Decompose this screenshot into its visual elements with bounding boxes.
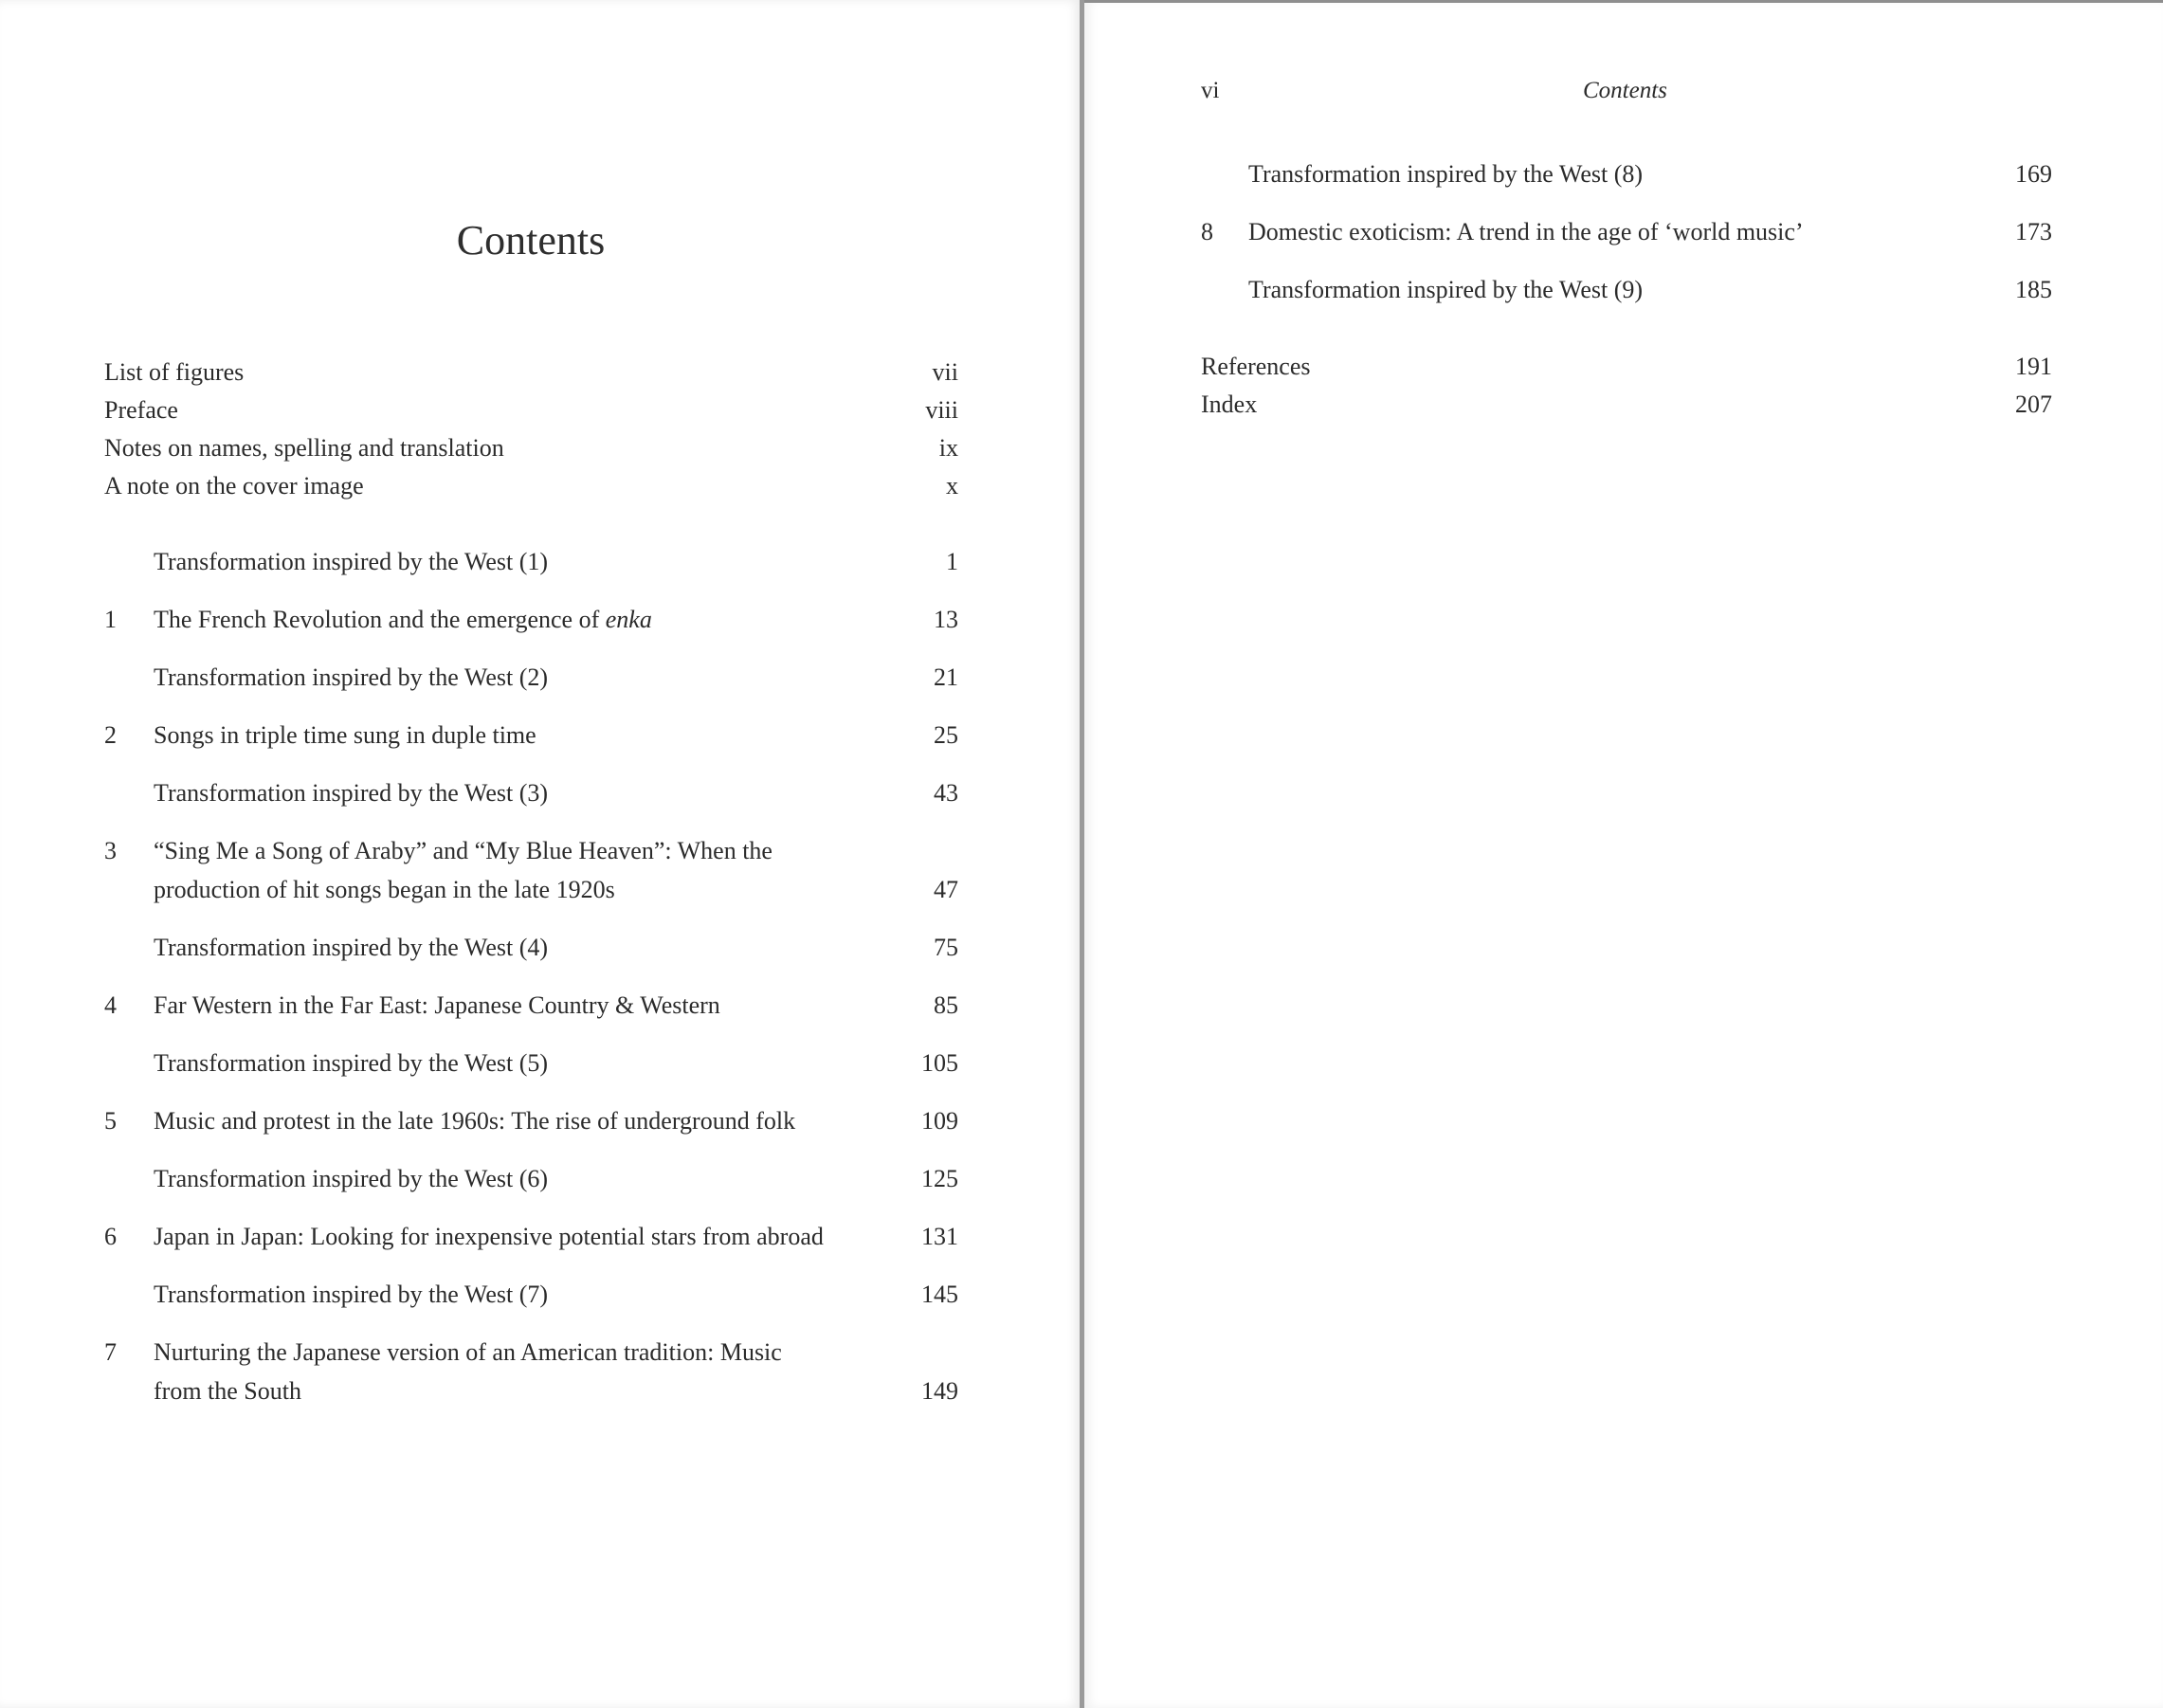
toc-entry-title: Domestic exoticism: A trend in the age of ‘world music’ — [1248, 218, 1804, 245]
toc-entry-page: 173 — [2015, 218, 2052, 245]
toc-entry-title-line-2: production of hit songs began in the late 1920s — [154, 876, 615, 903]
toc-entry-number: 2 — [104, 721, 117, 749]
toc-entry-number: 6 — [104, 1223, 117, 1250]
toc-entry-title: A note on the cover image — [104, 472, 364, 500]
toc-entry-page: 1 — [946, 548, 958, 575]
toc-entry-title: Transformation inspired by the West (9) — [1248, 276, 1644, 303]
toc-entry-title: Songs in triple time sung in duple time — [154, 721, 536, 749]
toc-entry-title-line-2: from the South — [154, 1377, 301, 1405]
toc-entry-number: 4 — [104, 991, 117, 1019]
toc-entry-page: 145 — [921, 1281, 958, 1308]
toc-entry-page: x — [946, 472, 958, 500]
running-head-title: Contents — [1583, 78, 1667, 103]
toc-entry-page: 109 — [921, 1107, 958, 1135]
toc-entry-page: 85 — [934, 991, 958, 1019]
toc-entry-chapter-7[interactable] — [104, 1333, 957, 1410]
toc-entry-page: 149 — [921, 1377, 958, 1405]
toc-entry-page: 207 — [2015, 391, 2052, 418]
toc-entry-title: References — [1201, 353, 1311, 380]
toc-entry-title-line-1: “Sing Me a Song of Araby” and “My Blue Heaven”: When the — [154, 837, 772, 864]
toc-entry-number: 1 — [104, 606, 117, 633]
running-head-page-number: vi — [1201, 78, 1220, 103]
toc-entry-title: Transformation inspired by the West (7) — [154, 1281, 549, 1308]
toc-entry-page: ix — [938, 434, 958, 462]
toc-entry-title-line-1: Nurturing the Japanese version of an American tradition: Music — [154, 1338, 782, 1366]
toc-entry-number: 5 — [104, 1107, 117, 1135]
toc-entry-number: 3 — [104, 837, 117, 864]
right-page — [1084, 0, 2163, 1708]
toc-entry-number: 7 — [104, 1338, 117, 1366]
toc-entry-page: 25 — [934, 721, 958, 749]
toc-entry-page: 13 — [934, 606, 958, 633]
toc-entry-page: 169 — [2015, 160, 2052, 188]
toc-entry-page: 47 — [934, 876, 958, 903]
toc-entry-title: List of figures — [104, 358, 245, 386]
toc-entry-title: Transformation inspired by the West (3) — [154, 779, 549, 807]
toc-entry-title: Music and protest in the late 1960s: The rise of underground folk — [154, 1107, 796, 1135]
toc-entry-title: Index — [1201, 391, 1258, 418]
toc-entry-title: Transformation inspired by the West (2) — [154, 663, 549, 691]
toc-entry-page: viii — [925, 396, 958, 424]
toc-entry-page: 75 — [934, 934, 958, 961]
toc-entry-title: Japan in Japan: Looking for inexpensive potential stars from abroad — [154, 1223, 824, 1250]
page-edge — [1084, 0, 2163, 3]
toc-entry-title: Transformation inspired by the West (1) — [154, 548, 549, 575]
toc-entry-title: Transformation inspired by the West (8) — [1248, 160, 1644, 188]
toc-entry-page: 21 — [934, 663, 958, 691]
toc-entry-page: vii — [932, 358, 958, 386]
toc-entry-page: 131 — [921, 1223, 958, 1250]
toc-entry-page: 191 — [2015, 353, 2052, 380]
toc-entry-page: 125 — [921, 1165, 958, 1192]
toc-entry-title: Transformation inspired by the West (5) — [154, 1049, 549, 1077]
page-title: Contents — [456, 217, 606, 263]
toc-entry-title: Preface — [104, 396, 178, 424]
toc-entry-page: 105 — [921, 1049, 958, 1077]
toc-entry-title: Transformation inspired by the West (6) — [154, 1165, 549, 1192]
toc-entry-chapter-3[interactable] — [104, 831, 957, 909]
toc-entry-page: 185 — [2015, 276, 2052, 303]
toc-entry-page: 43 — [934, 779, 958, 807]
toc-entry-title-text: The French Revolution and the emergence of — [154, 606, 606, 633]
toc-entry-title: Notes on names, spelling and translation — [104, 434, 504, 462]
toc-entry-title: Far Western in the Far East: Japanese Country & Western — [154, 991, 720, 1019]
toc-entry-title: Transformation inspired by the West (4) — [154, 934, 549, 961]
toc-entry-title-italic: enka — [605, 606, 652, 633]
toc-entry-number: 8 — [1201, 218, 1213, 245]
